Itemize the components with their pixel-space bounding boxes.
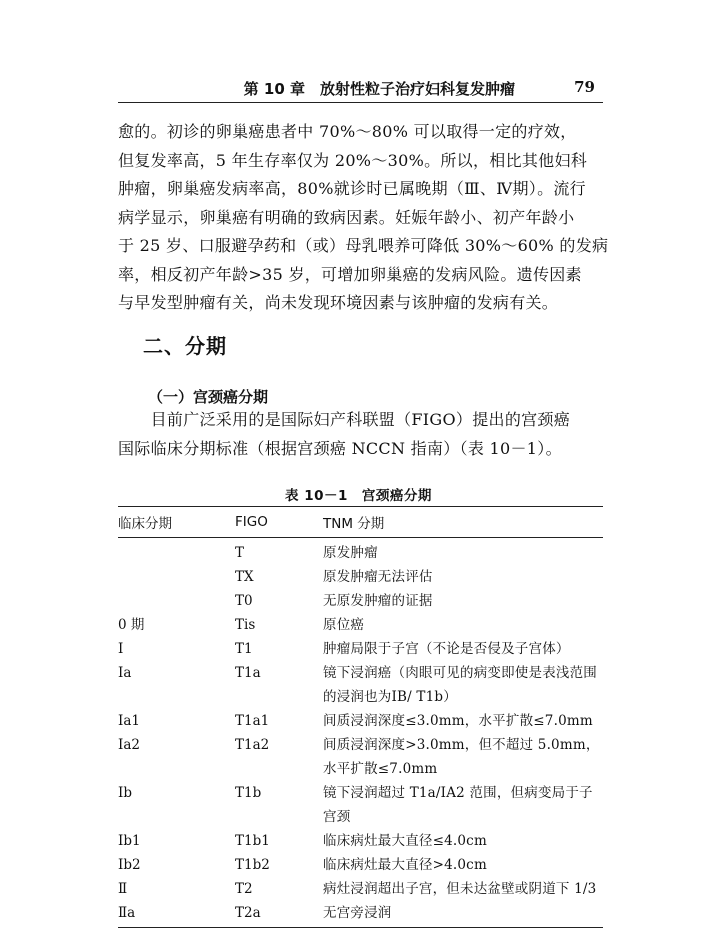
cell-figo: Tis — [235, 617, 256, 633]
cell-figo: T — [235, 545, 245, 561]
page-number: 79 — [574, 78, 595, 96]
cervical-cancer-staging-table — [118, 506, 603, 928]
column-header-figo: FIGO — [235, 507, 323, 538]
table-body — [118, 538, 603, 928]
cell-tnm-description: 原发肿瘤无法评估 — [323, 569, 433, 585]
text-line: 愈的。初诊的卵巢癌患者中 70%～80% 可以取得一定的疗效， — [118, 122, 577, 141]
cell-figo: T1a — [235, 665, 261, 681]
text-line: 率，相反初产年龄>35 岁，可增加卵巢癌的发病风险。遗传因素 — [118, 264, 582, 284]
section-heading: 二、分期 — [143, 334, 227, 358]
column-header-clinical-stage: 临床分期 — [118, 507, 235, 538]
cell-figo: TX — [235, 569, 254, 585]
table-row — [118, 709, 603, 733]
table-row — [118, 877, 603, 901]
cell-clinical-stage — [118, 589, 235, 613]
running-header — [118, 78, 603, 103]
cell-clinical-stage: Ⅰa1 — [118, 713, 140, 729]
cell-clinical-stage: Ⅱ — [118, 881, 128, 897]
cell-figo: T1a2 — [235, 737, 270, 753]
table-row — [118, 853, 603, 877]
cell-clinical-stage: Ⅰa2 — [118, 737, 140, 753]
cell-clinical-stage: 0 期 — [118, 617, 145, 633]
cell-clinical-stage: Ⅰb — [118, 785, 132, 801]
cell-tnm-description: 间质浸润深度≤3.0mm，水平扩散≤7.0mm — [323, 713, 593, 729]
table-row — [118, 613, 603, 637]
cell-figo: T1b — [235, 785, 262, 801]
subsection-heading: （一）宫颈癌分期 — [148, 388, 269, 406]
table-row — [118, 901, 603, 928]
paragraph-ovarian-cancer — [118, 118, 609, 318]
cell-figo: T1a1 — [235, 713, 270, 729]
table-row — [118, 733, 603, 781]
cell-figo: T0 — [235, 593, 253, 609]
text-line: 国际临床分期标准（根据宫颈癌 NCCN 指南）（表 10－1）。 — [118, 438, 562, 458]
cell-tnm-description: 病灶浸润超出子宫，但未达盆壁或阴道下 1/3 — [323, 881, 597, 897]
table-caption: 表 10－1 宫颈癌分期 — [285, 488, 432, 504]
cell-tnm-description: 镜下浸润超过 T1a/ⅠA2 范围，但病变局于子宫颈 — [323, 785, 593, 825]
table-row — [118, 829, 603, 853]
cell-clinical-stage — [118, 565, 235, 589]
cell-tnm-description: 临床病灶最大直径≤4.0cm — [323, 833, 487, 849]
cell-figo: T2a — [235, 901, 323, 928]
cell-figo: T1b2 — [235, 857, 270, 873]
column-header-tnm: TNM 分期 — [323, 507, 603, 538]
cell-figo: T1b1 — [235, 833, 270, 849]
cell-tnm-description: 间质浸润深度>3.0mm，但不超过 5.0mm，水平扩散≤7.0mm — [323, 737, 600, 777]
cell-clinical-stage: Ⅰa — [118, 665, 132, 681]
cell-clinical-stage — [118, 538, 235, 566]
table-row — [118, 637, 603, 661]
cell-clinical-stage: Ⅰb1 — [118, 833, 141, 849]
text-line: 与早发型肿瘤有关，尚未发现环境因素与该肿瘤的发病有关。 — [118, 293, 559, 312]
paragraph-figo-intro — [118, 406, 603, 463]
cell-clinical-stage: Ⅰ — [118, 641, 124, 657]
table-row — [118, 565, 603, 589]
table-row — [118, 781, 603, 829]
cell-tnm-description: 镜下浸润癌（肉眼可见的病变即使是表浅范围的浸润也为ⅠB/ T1b） — [323, 665, 597, 705]
cell-figo: T2 — [235, 881, 253, 897]
cell-tnm-description: 原发肿瘤 — [323, 545, 378, 561]
text-line: 但复发率高，5 年生存率仅为 20%～30%。所以，相比其他妇科 — [118, 150, 588, 170]
table-header-row — [118, 507, 603, 538]
cell-tnm-description: 无宫旁浸润 — [323, 901, 603, 928]
cell-clinical-stage: Ⅱa — [118, 901, 235, 928]
text-line: 于 25 岁、口服避孕药和（或）母乳喂养可降低 30%～60% 的发病 — [118, 236, 609, 255]
cell-tnm-description: 原位癌 — [323, 617, 365, 633]
table-row — [118, 589, 603, 613]
table-row — [118, 661, 603, 709]
text-line: 肿瘤，卵巢癌发病率高，80%就诊时已属晚期（Ⅲ、Ⅳ期）。流行 — [118, 179, 586, 198]
cell-figo: T1 — [235, 641, 253, 657]
chapter-title: 第 10 章 放射性粒子治疗妇科复发肿瘤 — [243, 80, 515, 98]
cell-clinical-stage: Ⅰb2 — [118, 857, 141, 873]
cell-tnm-description: 无原发肿瘤的证据 — [323, 593, 433, 609]
cell-tnm-description: 临床病灶最大直径>4.0cm — [323, 857, 487, 873]
text-line: 病学显示，卵巢癌有明确的致病因素。妊娠年龄小、初产年龄小 — [118, 207, 575, 227]
text-line: 目前广泛采用的是国际妇产科联盟（FIGO）提出的宫颈癌 — [118, 410, 571, 429]
table-row — [118, 538, 603, 566]
staging-table-container — [118, 506, 603, 928]
cell-tnm-description: 肿瘤局限于子宫（不论是否侵及子宫体） — [323, 641, 570, 657]
